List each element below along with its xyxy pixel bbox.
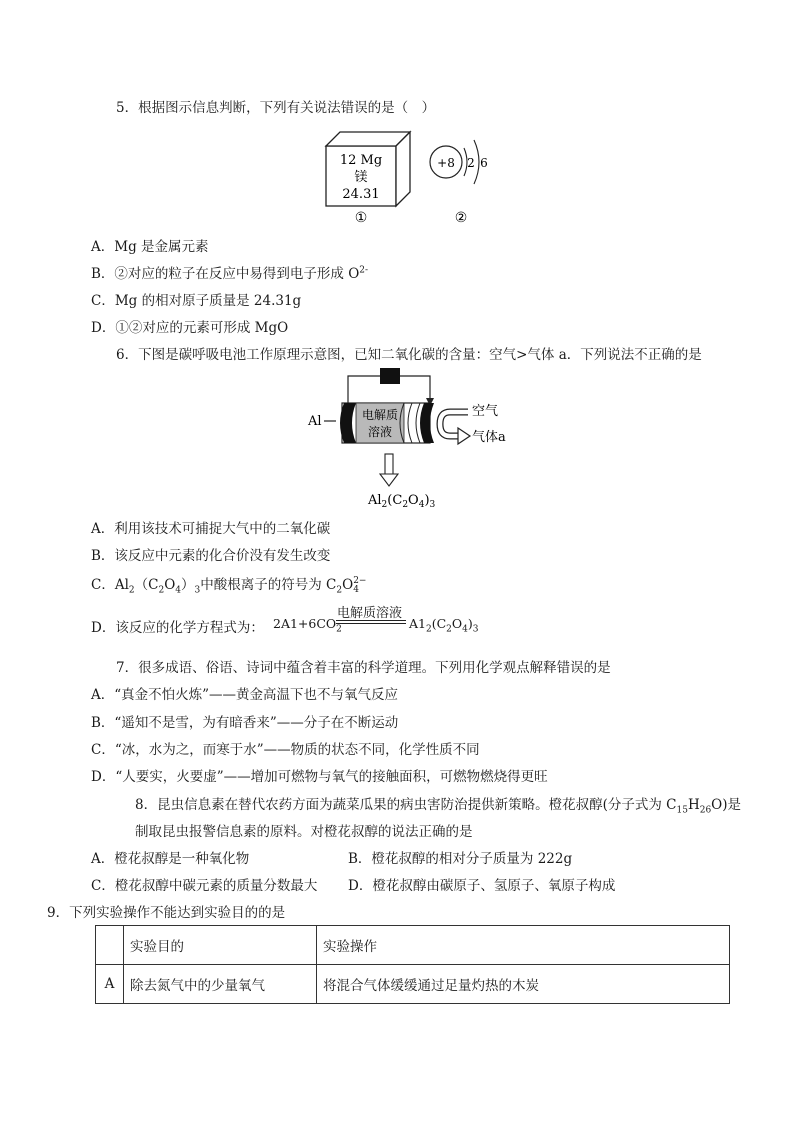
electrolyte-label-1: 电解质 — [361, 408, 399, 422]
q7-stem: 7．很多成语、俗语、诗词中蕴含着丰富的科学道理。下列用化学观点解释错误的是 — [116, 660, 611, 676]
q8-stem-line1: 8．昆虫信息素在替代农药方面为蔬菜瓜果的病虫害防治提供新策略。橙花叔醇(分子式为 $C_{15}H_{26}O$)是 — [135, 797, 742, 816]
q7-option-b: B．“遥知不是雪，为有暗香来”——分子在不断运动 — [91, 715, 399, 731]
element-symbol: 12 Mg — [339, 153, 383, 168]
q5-figure — [318, 126, 498, 230]
atom-structure-figure — [430, 140, 488, 226]
q5-option-d: D．①②对应的元素可形成 MgO — [91, 320, 289, 336]
q8-option-c: C．橙花叔醇中碳元素的质量分数最大 — [91, 878, 318, 894]
q7-option-d: D．“人要实，火要虚”——增加可燃物与氧气的接触面积，可燃物燃烧得更旺 — [91, 769, 548, 785]
al-label: Al — [308, 414, 322, 429]
q5-option-b: B．②对应的粒子在反应中易得到电子形成 $O^{2-}$ — [91, 265, 369, 282]
table-cell: 除去氮气中的少量氧气 — [124, 965, 317, 1004]
q9-experiment-table — [95, 925, 730, 1004]
shell1-electrons: 2 — [467, 156, 475, 170]
gas-a-label: 气体a — [472, 430, 506, 445]
q7-option-c: C．“冰，水为之，而寒于水”——物质的状态不同，化学性质不同 — [91, 742, 480, 758]
table-row — [96, 965, 730, 1004]
equals-sign — [336, 620, 406, 624]
product-down-arrow-icon — [380, 474, 398, 486]
air-label: 空气 — [472, 404, 499, 419]
electrolyte-label-2: 溶液 — [367, 425, 393, 439]
nucleus-charge: +8 — [437, 156, 455, 170]
q5-option-a: A．Mg 是金属元素 — [91, 239, 209, 255]
q6-option-c: C．$Al_2(C_2O_4)_3$中酸根离子的符号为 $C_2O$ 2− 4 — [91, 575, 367, 596]
reaction-condition: 电解质溶液 — [337, 606, 403, 621]
table-header-cell: 实验目的 — [124, 926, 317, 965]
shell2-electrons: 6 — [480, 156, 488, 170]
table-header-row — [96, 926, 730, 965]
q8-option-a: A．橙花叔醇是一种氧化物 — [91, 851, 250, 867]
q8-stem-line2: 制取昆虫报警信息素的原料。对橙花叔醇的说法正确的是 — [135, 824, 473, 840]
element-name: 镁 — [354, 170, 368, 185]
table-cell: A — [96, 965, 124, 1004]
q5-stem: 5．根据图示信息判断，下列有关说法错误的是（ ） — [116, 100, 436, 116]
q6-battery-figure — [300, 366, 520, 512]
fig1-label: ① — [354, 210, 368, 226]
table-cell: 将混合气体缓缓通过足量灼热的木炭 — [317, 965, 730, 1004]
product-formula: $Al_2(C_2O_4)_3$ — [368, 493, 436, 510]
q8-option-b: B．橙花叔醇的相对分子质量为 222g — [348, 851, 573, 867]
element-mass: 24.31 — [342, 187, 380, 202]
table-header-cell — [96, 926, 124, 965]
q8-option-d: D．橙花叔醇由碳原子、氢原子、氧原子构成 — [348, 878, 616, 894]
table-header-cell: 实验操作 — [317, 926, 730, 965]
element-cell-figure — [326, 132, 410, 226]
q9-stem: 9．下列实验操作不能达到实验目的的是 — [47, 905, 286, 921]
load-block — [380, 368, 400, 384]
fig2-label: ② — [454, 210, 468, 226]
q5-option-c: C．Mg 的相对原子质量是 24.31g — [91, 293, 302, 309]
gas-out-arrow-icon — [458, 428, 470, 444]
q6-stem: 6．下图是碳呼吸电池工作原理示意图，已知二氧化碳的含量：空气>气体 a．下列说法不正确的是 — [116, 347, 702, 363]
q7-option-a: A．“真金不怕火炼”——黄金高温下也不与氧气反应 — [91, 687, 399, 703]
q6-option-b: B．该反应中元素的化合价没有发生改变 — [91, 548, 331, 564]
q6-option-a: A．利用该技术可捕捉大气中的二氧化碳 — [91, 521, 331, 537]
